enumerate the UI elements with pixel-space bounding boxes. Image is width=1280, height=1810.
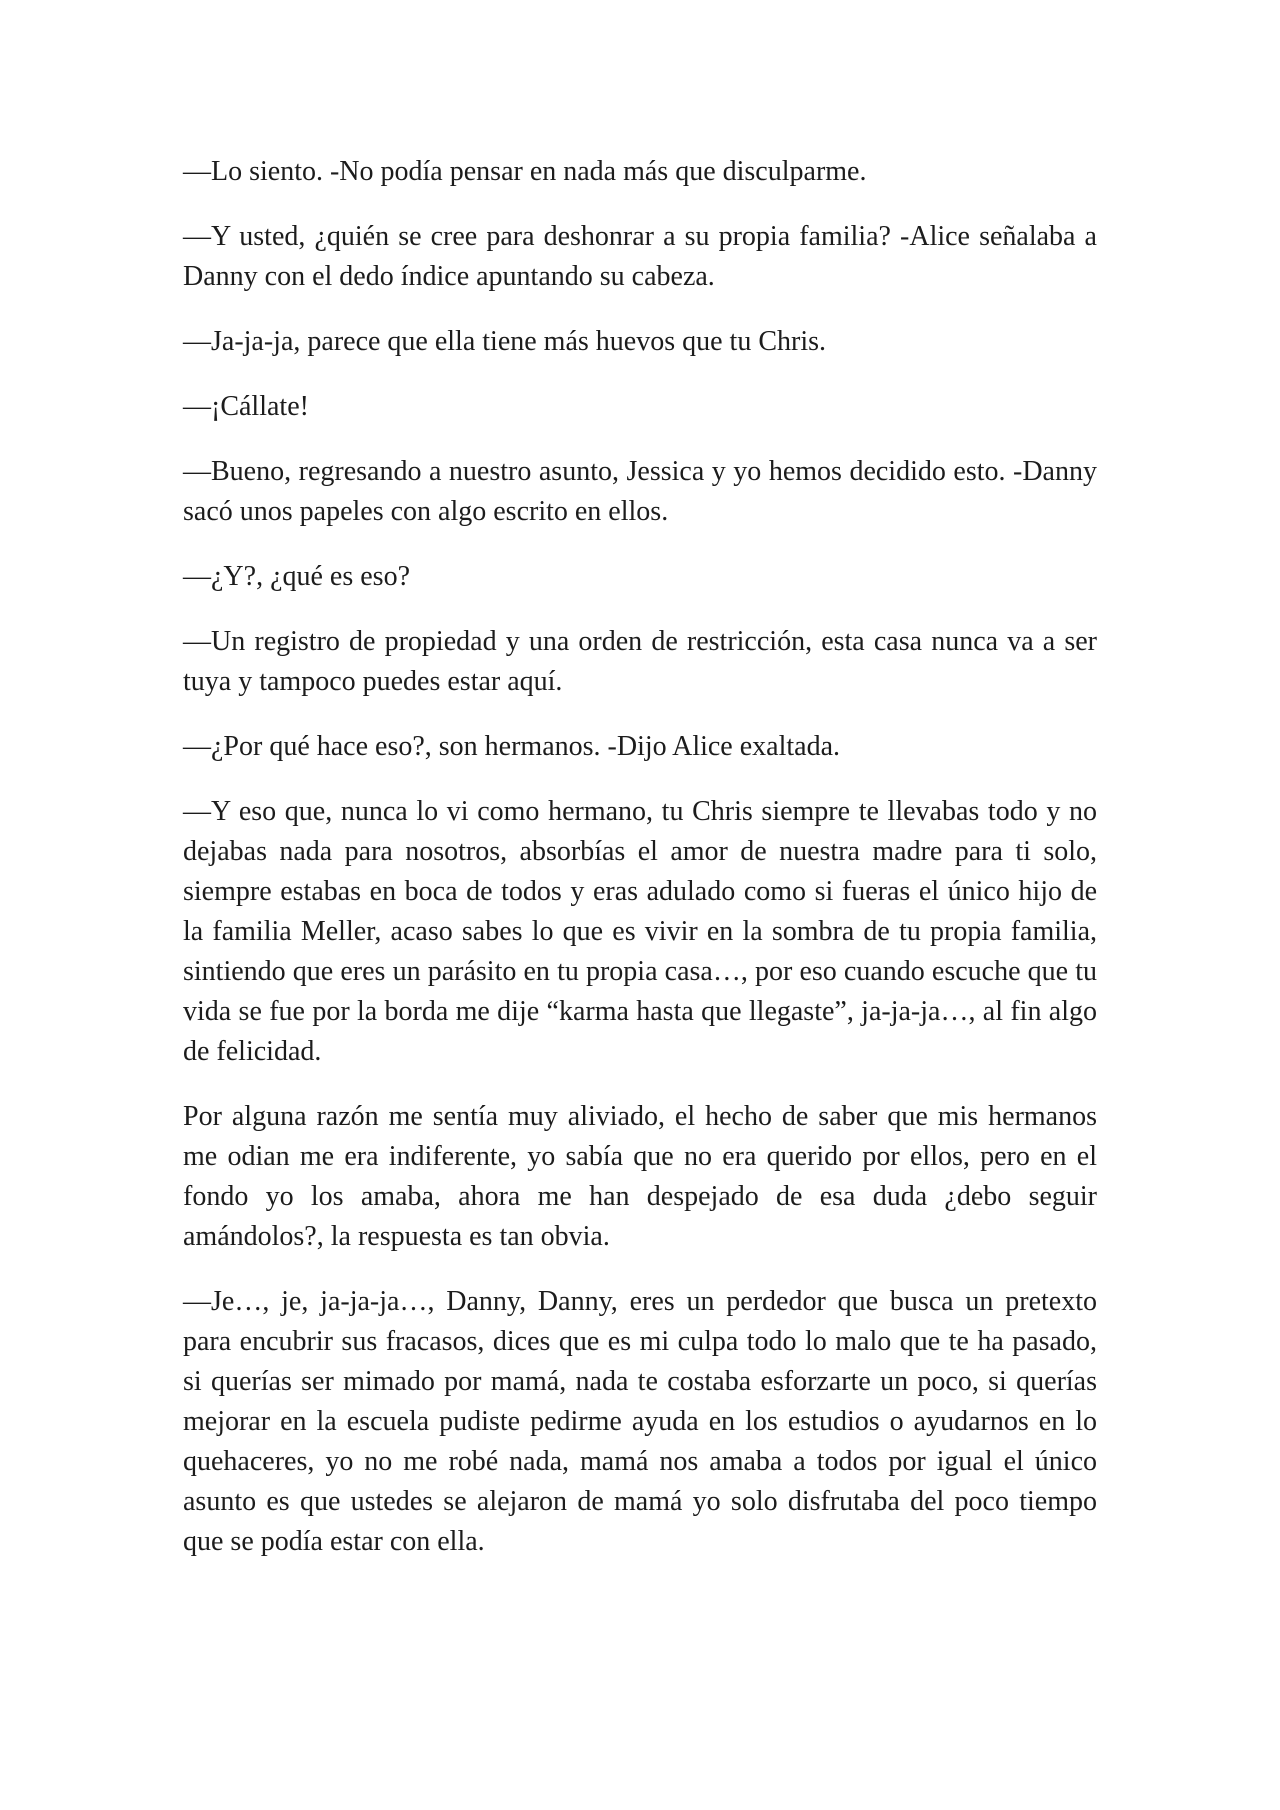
paragraph-9: —Y eso que, nunca lo vi como hermano, tu Chris siempre te llevabas todo y no dejabas nada para nosotros, absorbías el amor de nuestra madre para ti solo, siempre estabas en boca de todos y eras adulado como si fueras el único hijo de la familia Meller, acaso sabes lo que es vivir en la sombra de tu propia familia, sintiendo que eres un parásito en tu propia casa…, por eso cuando escuche que tu vida se fue por la borda me dije “karma hasta que llegaste”, ja-ja-ja…, al fin algo de felicidad. — [183, 796, 1097, 1067]
paragraph-3: —Ja-ja-ja, parece que ella tiene más huevos que tu Chris. — [183, 326, 826, 357]
document-page — [183, 152, 1097, 1587]
paragraph-8: —¿Por qué hace eso?, son hermanos. -Dijo Alice exaltada. — [183, 731, 841, 762]
paragraph-2: —Y usted, ¿quién se cree para deshonrar a su propia familia? -Alice señalaba a Danny con el dedo índice apuntando su cabeza. — [183, 221, 1097, 292]
paragraph-4: —¡Cállate! — [183, 391, 309, 422]
paragraph-1: —Lo siento. -No podía pensar en nada más que disculparme. — [183, 156, 867, 187]
paragraph-10: Por alguna razón me sentía muy aliviado, el hecho de saber que mis hermanos me odian me era indiferente, yo sabía que no era querido por ellos, pero en el fondo yo los amaba, ahora me han despejado de esa duda ¿debo seguir amándolos?, la respuesta es tan obvia. — [183, 1101, 1097, 1252]
paragraph-5: —Bueno, regresando a nuestro asunto, Jessica y yo hemos decidido esto. -Danny sacó unos papeles con algo escrito en ellos. — [183, 456, 1097, 527]
paragraph-7: —Un registro de propiedad y una orden de restricción, esta casa nunca va a ser tuya y tampoco puedes estar aquí. — [183, 626, 1097, 697]
paragraph-11: —Je…, je, ja-ja-ja…, Danny, Danny, eres un perdedor que busca un pretexto para encubrir sus fracasos, dices que es mi culpa todo lo malo que te ha pasado, si querías ser mimado por mamá, nada te costaba esforzarte un poco, si querías mejorar en la escuela pudiste pedirme ayuda en los estudios o ayudarnos en lo quehaceres, yo no me robé nada, mamá nos amaba a todos por igual el único asunto es que ustedes se alejaron de mamá yo solo disfrutaba del poco tiempo que se podía estar con ella. — [183, 1286, 1097, 1557]
paragraph-6: —¿Y?, ¿qué es eso? — [183, 561, 411, 592]
